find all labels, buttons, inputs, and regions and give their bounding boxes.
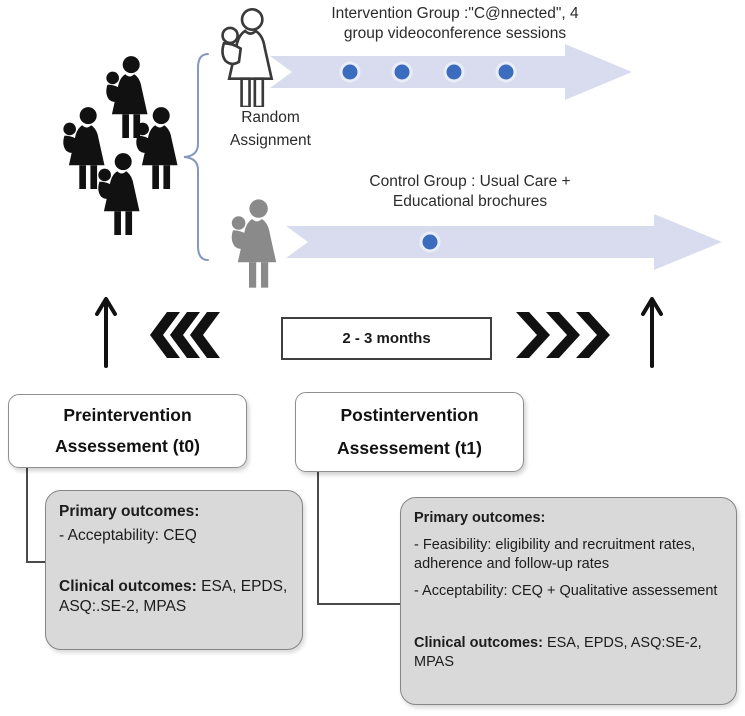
pre-clinical-outcomes bbox=[59, 577, 289, 618]
duration-label: 2 - 3 months bbox=[342, 330, 431, 347]
pre-clinical-outcomes-text: ESA, EPDS, ASQ:.SE-2, MPAS bbox=[59, 577, 288, 616]
pre-clinical-outcomes-title: Clinical outcomes: bbox=[59, 577, 197, 595]
mother-baby-outline-icon bbox=[215, 8, 277, 107]
postintervention-line2: Assessement (t1) bbox=[337, 438, 482, 458]
curly-brace-icon bbox=[178, 50, 214, 265]
post-clinical-outcomes bbox=[414, 634, 723, 672]
preintervention-outcomes-box bbox=[45, 490, 303, 650]
post-primary-outcome-item: - Acceptability: CEQ + Qualitative assessement bbox=[414, 582, 718, 599]
random-assignment-label bbox=[223, 106, 318, 153]
control-group-label bbox=[300, 172, 640, 212]
random-assignment-line1: Random bbox=[241, 109, 300, 126]
control-arrow bbox=[286, 212, 722, 272]
preintervention-box bbox=[8, 394, 247, 468]
pre-primary-outcomes-title: Primary outcomes: bbox=[59, 503, 200, 520]
random-assignment-line2: Assignment bbox=[230, 132, 311, 150]
post-primary-outcome-item: - Feasibility: eligibility and recruitment rates, adherence and follow-up rates bbox=[414, 536, 696, 572]
preintervention-line2: Assessement (t0) bbox=[55, 436, 200, 456]
triple-chevron-right-icon bbox=[516, 312, 612, 360]
intervention-label-line1: Intervention Group :"C@nnected", 4 bbox=[331, 5, 579, 22]
duration-box bbox=[281, 317, 492, 360]
mother-baby-gray-icon bbox=[225, 198, 281, 288]
post-clinical-outcomes-text: ESA, EPDS, ASQ:SE-2, MPAS bbox=[414, 635, 702, 671]
intervention-group-label bbox=[270, 4, 640, 44]
control-session-dots bbox=[421, 233, 439, 251]
control-label-line2: Educational brochures bbox=[392, 192, 548, 210]
intervention-arrow bbox=[270, 42, 632, 102]
triple-chevron-left-icon bbox=[150, 312, 220, 360]
control-label-line1: Control Group : Usual Care + bbox=[369, 173, 571, 190]
mother-baby-icon bbox=[92, 152, 144, 235]
post-primary-outcomes-title: Primary outcomes: bbox=[414, 510, 546, 526]
up-arrow-icon-left bbox=[92, 296, 120, 368]
post-clinical-outcomes-title: Clinical outcomes: bbox=[414, 635, 543, 652]
up-arrow-icon-right bbox=[638, 296, 666, 368]
preintervention-line1: Preintervention bbox=[63, 405, 192, 425]
pre-primary-outcome-item: - Acceptability: CEQ bbox=[59, 527, 197, 545]
postintervention-outcomes-box bbox=[400, 497, 737, 705]
intervention-label-line2: group videoconference sessions bbox=[343, 24, 567, 42]
postintervention-line1: Postintervention bbox=[340, 405, 479, 425]
postintervention-box bbox=[295, 392, 524, 472]
